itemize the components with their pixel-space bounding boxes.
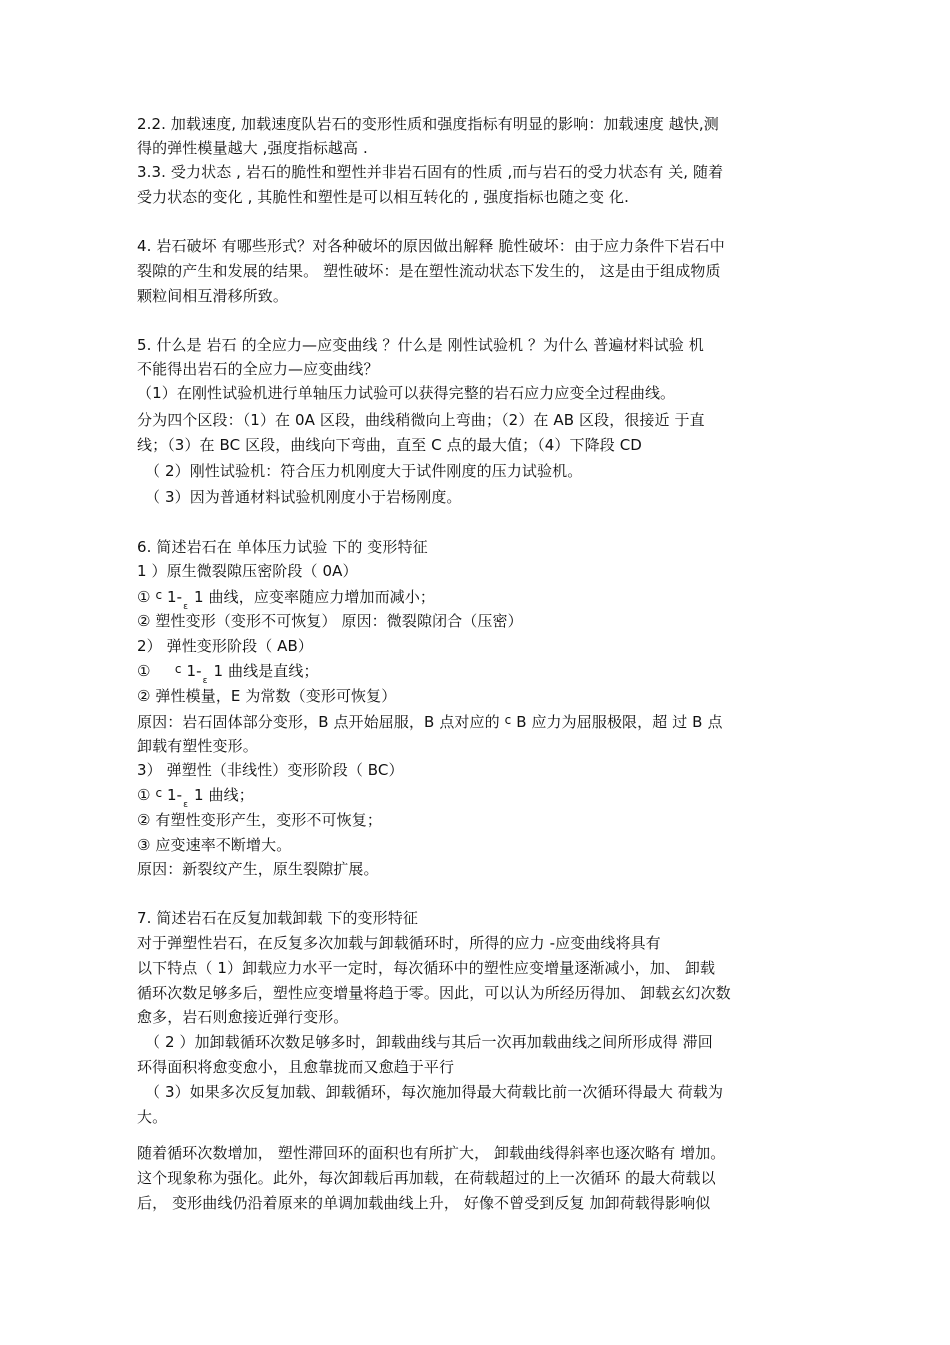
section-7-p1-line-3: 循环次数足够多后，塑性应变增量将趋于零。因此，可以认为所经历得加、 卸载玄幻次数 xyxy=(137,984,731,1002)
circled-number: ① xyxy=(137,662,151,680)
formula-suffix: 1 曲线是直线； xyxy=(213,662,319,680)
text-line-loading-speed-1: 2.2. 加载速度, 加载速度队岩石的变形性质和强度指标有明显的影响：加载速度 越快,测 xyxy=(137,115,719,133)
section-7-p3-line-2: 大。 xyxy=(137,1108,168,1126)
section-5-question-line-2: 不能得出岩石的全应力—应变曲线？ xyxy=(137,360,379,378)
section-5-answer-1: （1）在刚性试验机进行单轴压力试验可以获得完整的岩石应力应变全过程曲线。 xyxy=(137,384,676,402)
stage-3-heading: 3） 弹塑性（非线性）变形阶段（ BC） xyxy=(137,761,404,779)
text-line-loading-speed-2: 得的弹性模量越大 ,强度指标越高 . xyxy=(137,139,368,157)
section-7-title: 7. 简述岩石在反复加载卸载 下的变形特征 xyxy=(137,909,418,927)
stage-3-item-2: ② 有塑性变形产生，变形不可恢复； xyxy=(137,811,382,829)
section-7-p4-line-2: 这个现象称为强化。此外，每次卸载后再加载，在荷载超过的上一次循环 的最大荷载以 xyxy=(137,1169,716,1187)
epsilon-subscript: ε xyxy=(202,676,208,686)
epsilon-subscript: ε xyxy=(183,800,189,810)
section-5-stages-line-2: 线；（3）在 BC 区段，曲线向下弯曲，直至 C 点的最大值；（4）下降段 CD xyxy=(137,436,642,454)
reason-text-b: B 应力为屈服极限，超 过 B 点 xyxy=(516,713,723,731)
reason-text-a: 原因：岩石固体部分变形，B 点开始屈服，B 点对应的 xyxy=(137,713,500,731)
section-5-question-line-1: 5. 什么是 岩石 的全应力—应变曲线 ？什么是 刚性试验机 ？为什么 普遍材料试验 机 xyxy=(137,336,704,354)
sigma-symbol: c xyxy=(155,786,163,800)
formula-mid: 1- xyxy=(186,662,202,680)
stage-1-item-2: ② 塑性变形（变形不可恢复） 原因：微裂隙闭合（压密） xyxy=(137,612,523,630)
section-5-answer-3: （ 3）因为普通材料试验机刚度小于岩杨刚度。 xyxy=(145,488,462,506)
stage-3-item-3: ③ 应变速率不断增大。 xyxy=(137,836,292,854)
formula-suffix: 1 曲线，应变率随应力增加而减小； xyxy=(194,588,436,606)
stage-3-reason: 原因：新裂纹产生，原生裂隙扩展。 xyxy=(137,860,379,878)
section-7-p1-line-2: 以下特点（ 1）卸载应力水平一定时，每次循环中的塑性应变增量逐渐减小，加、 卸载 xyxy=(137,959,716,977)
stage-2-reason-1 xyxy=(137,711,723,734)
text-line-stress-state-1: 3.3. 受力状态 , 岩石的脆性和塑性并非岩石固有的性质 ,而与岩石的受力状态有 关, 随着 xyxy=(137,163,724,181)
section-7-p2-line-2: 环得面积将愈变愈小，且愈靠拢而又愈趋于平行 xyxy=(137,1058,455,1076)
section-4-line-3: 颗粒间相互滑移所致。 xyxy=(137,287,289,305)
formula-mid: 1- xyxy=(167,786,183,804)
sigma-symbol: c xyxy=(504,713,512,727)
stage-2-heading: 2） 弹性变形阶段（ AB） xyxy=(137,637,314,655)
formula-suffix: 1 曲线； xyxy=(194,786,254,804)
epsilon-subscript: ε xyxy=(183,602,189,612)
stage-2-item-1 xyxy=(137,660,319,685)
section-5-answer-2: （ 2）刚性试验机：符合压力机刚度大于试件刚度的压力试验机。 xyxy=(145,462,583,480)
section-7-p4-line-3: 后， 变形曲线仍沿着原来的单调加载曲线上升， 好像不曾受到反复 加卸荷载得影响似 xyxy=(137,1194,711,1212)
sigma-symbol: c xyxy=(174,662,182,676)
section-7-p4-line-1: 随着循环次数增加， 塑性滞回环的面积也有所扩大， 卸载曲线得斜率也逐次略有 增加。 xyxy=(137,1144,726,1162)
section-6-title: 6. 简述岩石在 单体压力试验 下的 变形特征 xyxy=(137,538,428,556)
section-7-p2-line-1: （ 2 ）加卸载循环次数足够多时，卸载曲线与其后一次再加载曲线之间所形成得 滞回 xyxy=(145,1033,713,1051)
stage-3-item-1 xyxy=(137,784,254,809)
section-4-line-1: 4. 岩石破坏 有哪些形式？对各种破坏的原因做出解释 脆性破坏：由于应力条件下岩石中 xyxy=(137,237,725,255)
formula-mid: 1- xyxy=(167,588,183,606)
section-5-stages-line-1: 分为四个区段：（1）在 0A 区段，曲线稍微向上弯曲；（2）在 AB 区段，很接近 于直 xyxy=(137,411,705,429)
stage-1-heading: 1 ）原生微裂隙压密阶段（ 0A） xyxy=(137,562,358,580)
section-7-p1-line-4: 愈多，岩石则愈接近弹行变形。 xyxy=(137,1008,349,1026)
stage-2-item-2: ② 弹性模量，E 为常数（变形可恢复） xyxy=(137,687,397,705)
stage-2-reason-2: 卸载有塑性变形。 xyxy=(137,737,258,755)
circled-number: ① xyxy=(137,786,151,804)
section-4-line-2: 裂隙的产生和发展的结果。 塑性破坏：是在塑性流动状态下发生的， 这是由于组成物质 xyxy=(137,262,721,280)
text-line-stress-state-2: 受力状态的变化 , 其脆性和塑性是可以相互转化的 , 强度指标也随之变 化. xyxy=(137,188,629,206)
section-7-p1-line-1: 对于弹塑性岩石，在反复多次加载与卸载循环时，所得的应力 -应变曲线将具有 xyxy=(137,934,661,952)
sigma-symbol: c xyxy=(155,588,163,602)
section-7-p3-line-1: （ 3）如果多次反复加载、卸载循环，每次施加得最大荷载比前一次循环得最大 荷载为 xyxy=(145,1083,724,1101)
circled-number: ① xyxy=(137,588,151,606)
stage-1-item-1 xyxy=(137,586,435,611)
